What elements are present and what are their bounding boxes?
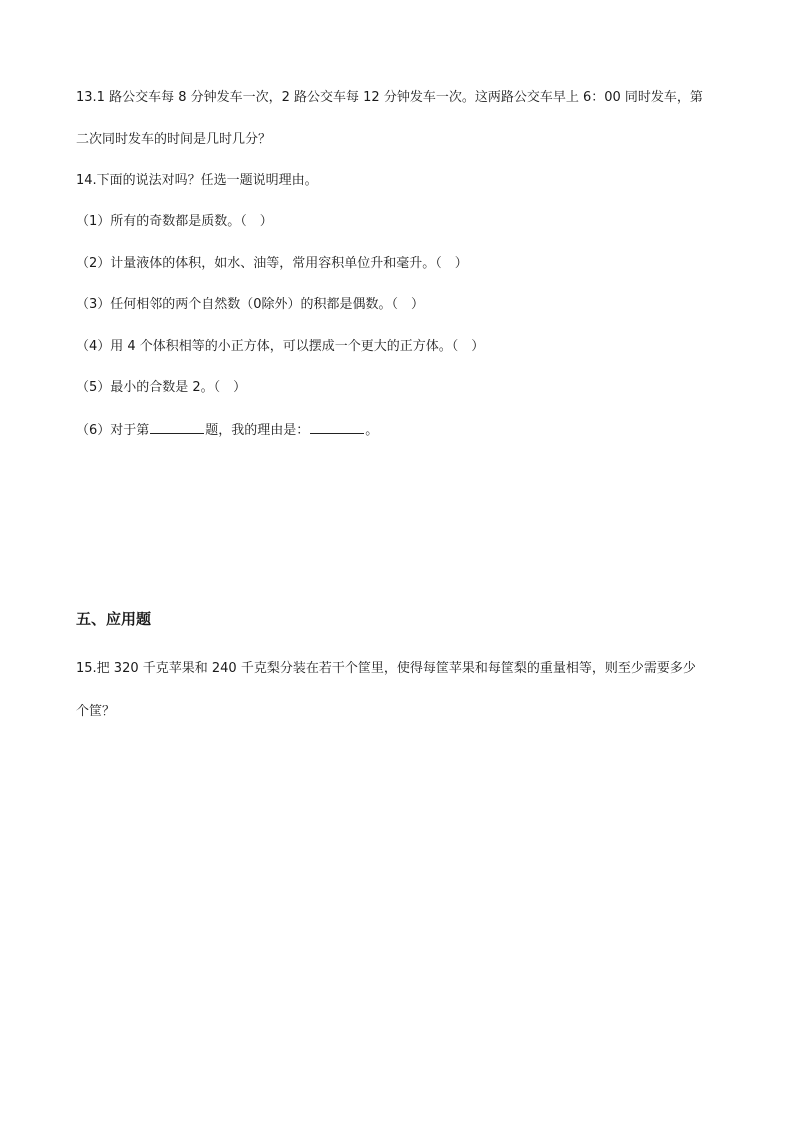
- q14-item-2: （2）计量液体的体积，如水、油等，常用容积单位升和毫升。（ ）: [76, 256, 468, 271]
- q14-item-4: （4）用 4 个体积相等的小正方体，可以摆成一个更大的正方体。（ ）: [76, 339, 485, 354]
- q14-item-6-prefix: （6）对于第: [76, 423, 150, 438]
- q15-line-1: 15.把 320 千克苹果和 240 千克梨分装在若干个筐里，使得每筐苹果和每筐梨的重量相等，则至少需要多少: [76, 661, 696, 676]
- section-heading: 五、应用题: [76, 610, 152, 628]
- q13-line-1: 13.1 路公交车每 8 分钟发车一次，2 路公交车每 12 分钟发车一次。这两路公交车早上 6：00 同时发车，第: [76, 90, 703, 105]
- q14-item-3: （3）任何相邻的两个自然数（0除外）的积都是偶数。（ ）: [76, 297, 425, 312]
- q14-item-6: [76, 421, 378, 440]
- q15-line-2: 个筐？: [76, 704, 116, 719]
- q14-item-1: （1）所有的奇数都是质数。（ ）: [76, 214, 273, 229]
- reason-blank[interactable]: [310, 421, 364, 434]
- q14-item-5: （5）最小的合数是 2。（ ）: [76, 380, 247, 395]
- question-number-blank[interactable]: [150, 421, 204, 434]
- q14-stem: 14.下面的说法对吗？任选一题说明理由。: [76, 173, 318, 188]
- q13-line-2: 二次同时发车的时间是几时几分？: [76, 132, 272, 147]
- q14-item-6-suffix: 。: [365, 423, 379, 438]
- q14-item-6-middle: 题，我的理由是：: [205, 423, 310, 438]
